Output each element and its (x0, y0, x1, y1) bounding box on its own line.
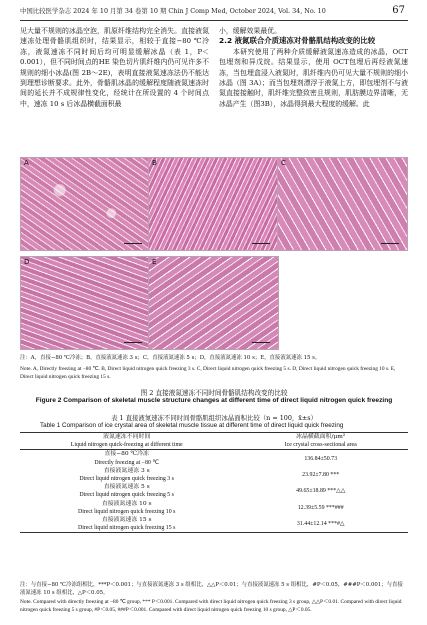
table-header-time (20, 433, 233, 450)
figure-note-en: Note. A, Directly freezing at −80 ℃. B, Direct liquid nitrogen quick freezing 3 s. C, Direct liquid nitrogen quick freezing 5 s. D, Direct liquid nitrogen quick freezing 10 s. E, Direct liquid nitrogen quick freezing 15 s. (20, 366, 396, 380)
row-value: 12.39±5.59 ***### (297, 504, 344, 511)
table-row (20, 467, 408, 483)
row-label-en: Directly freezing at −80 ℃ (94, 459, 159, 466)
row-value: 23.92±7.80 *** (302, 471, 340, 478)
scale-bar (124, 243, 142, 245)
header-rule (20, 20, 408, 21)
panel-label-d: D (24, 258, 30, 266)
table-caption-cn: 表 1 直接液氮速冻不同时间骨骼肌组织冰晶面积比较（n = 100，x̄±s） (111, 414, 317, 422)
figure-note-cn: 注：A，直接−80 ℃冷冻；B，直接液氮速冻 3 s；C，直接液氮速冻 5 s；D，直接液氮速冻 10 s；E，直接液氮速冻 15 s。 (20, 355, 321, 361)
figure-panel-c (277, 157, 408, 251)
figure-panel-d (20, 256, 151, 350)
scale-bar (381, 243, 399, 245)
scale-bar (252, 243, 270, 245)
ice-crystal-table (20, 432, 408, 533)
right-paragraph: 本研究使用了两种介质缓解液氮速冻造成的冰晶，OCT 包埋剂和异戊烷。结果显示，使用 OCT包埋后再经液氮速冻，当包埋盒浸入液氮时，肌纤维内仍可见大量不规则的细小冰晶（图 3A）；而当包埋剂漂浮于液氮上方，即包埋剂不与液氮直接接触时，肌纤维完整致密且规则，肌肪膜边界清晰，无冰晶产生（图3B），冰晶得到最大程度的缓解。此 (219, 47, 408, 108)
row-label-en: Direct liquid nitrogen quick freezing 15 s (77, 525, 176, 532)
scale-bar (252, 342, 270, 344)
table-note-en: Note. Compared with directly freezing at −80 ℃ group, *** P＜0.001. Compared with direct liquid nitrogen quick freezing 3 s group, △△P＜0.01. Compared with direct liquid nitrogen quick freezing 5 s group, #P＜0.05, ###P＜0.001. Compared with direct liquid nitrogen quick freezing 10 s group, △P＜0.05. (20, 599, 402, 613)
row-label-cn: 直接液氮速冻 10 s (101, 500, 152, 507)
table-row (20, 483, 408, 499)
panel-label-e: E (152, 258, 157, 266)
left-column (20, 26, 209, 109)
row-label-en: Direct liquid nitrogen quick freezing 3 s (79, 476, 174, 483)
figure-caption-en: Figure 2 Comparison of skeletal muscle structure changes at different time of direct liquid nitrogen quick freezing (35, 397, 393, 404)
figure-panel-a (20, 157, 151, 251)
table-container (20, 432, 408, 533)
panel-label-b: B (152, 159, 157, 167)
row-label-en: Direct liquid nitrogen quick freezing 10 s (77, 508, 176, 515)
running-header: 中国比较医学杂志 2024 年 10 月第 34 卷第 10 期 Chin J Comp Med, October 2024, Vol. 34, No. 10 (20, 7, 326, 15)
row-label-en: Direct liquid nitrogen quick freezing 5 s (79, 492, 174, 499)
row-label-cn: 直接−80 ℃冷冻 (104, 451, 149, 458)
figure-caption-cn: 图 2 直接液氮速冻不同时间骨骼肌结构改变的比较 (140, 389, 288, 397)
page-number: 67 (392, 5, 405, 16)
table-row (20, 500, 408, 516)
table-header-area (233, 433, 408, 450)
header-time-cn: 液氮速冻不同时间 (103, 434, 151, 440)
panel-label-a: A (24, 159, 29, 167)
scale-bar (124, 342, 142, 344)
panel-label-c: C (281, 159, 286, 167)
right-column (219, 26, 408, 109)
row-label-cn: 直接液氮速冻 3 s (103, 467, 150, 474)
header-area-en: Ice crystal cross-sectional area (284, 442, 357, 449)
row-label-cn: 直接液氮速冻 15 s (101, 517, 152, 524)
right-first-line: 小，缓解效果最优。 (219, 27, 282, 35)
table-note-cn: 注：与直接−80 ℃冷冻组相比，***P＜0.001；与直接液氮速冻 3 s 组相比，△△P＜0.01；与直接液氮速冻 5 s 组相比，#P＜0.05，###P＜0.001；与直接液氮速冻 10 s 组相比，△P＜0.05。 (20, 582, 403, 596)
row-value: 49.65±18.89 ***△△ (296, 488, 346, 495)
figure-panel-e (148, 256, 279, 350)
table-caption-en: Table 1 Comparison of ice crystal area of skeletal muscle tissue at different time of direct liquid quick freezing (40, 422, 344, 429)
table-row (20, 450, 408, 467)
figure-panel-b (148, 157, 279, 251)
header-area-cn: 冰晶横截面积/μm² (296, 434, 346, 440)
row-label-cn: 直接液氮速冻 5 s (103, 484, 150, 491)
section-heading: 2.2 液氮联合介质速冻对骨骼肌结构改变的比较 (219, 36, 376, 46)
row-value: 136.84±50.73 (304, 455, 338, 462)
table-row (20, 516, 408, 533)
header-time-en: Liquid nitrogen quick-freezing at different time (70, 442, 183, 449)
left-paragraph: 见大量不规则的冰晶空泡，肌原纤维结构完全消失。直接液氮速冻处理骨骼肌组织时，结果显示，相较于直接−80 ℃冷冻，液氮速冻不同时间后均可明显缓解冰晶（表 1，P＜0.001），但不同时间点的HE 染色切片肌纤维内仍可见许多不规则的细小冰晶(图 2B～2E)，表明直接液氮速冻法仍不能达到理想诊断要求。此外，骨骼肌冰晶的缓解程度随液氮速冻时间的延长并不成规律性变化，经统计在所设置的 4 个时间点中，速冻 10 s 后冰晶横截面积最 (20, 27, 209, 108)
row-value: 31.44±12.14 ***#△ (296, 521, 345, 528)
